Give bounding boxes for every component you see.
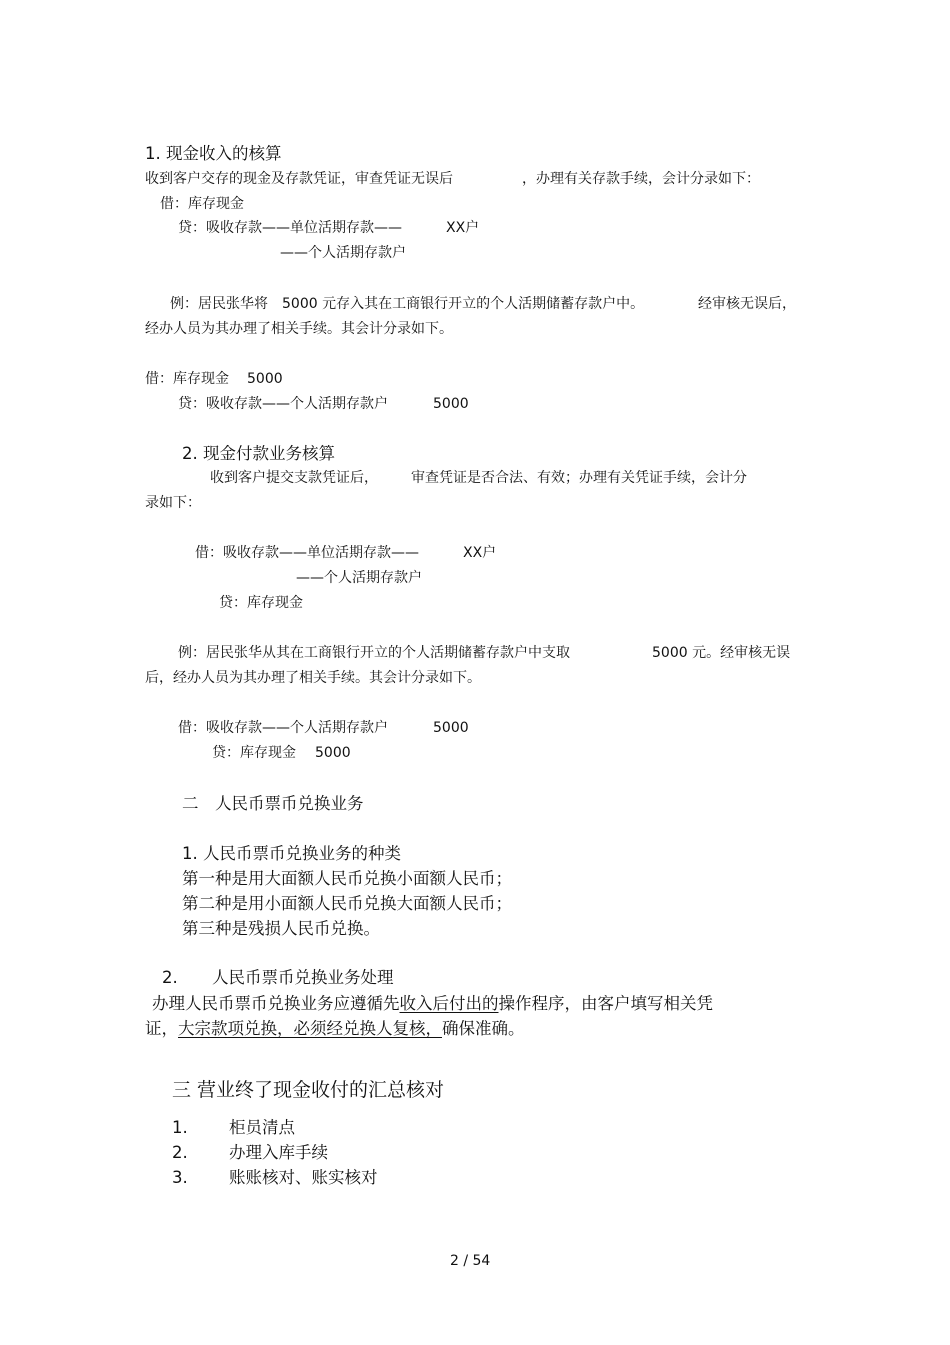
example-text: 例：居民张华从其在工商银行开立的个人活期储蓄存款户中支取 <box>178 645 570 661</box>
section-title-currency-exchange: 二 人民币票币兑换业务 <box>182 794 364 813</box>
journal-debit: 借：吸收存款——单位活期存款—— <box>195 545 419 561</box>
list-item: 第三种是残损人民币兑换。 <box>182 919 380 938</box>
subsection-number: 2. <box>162 968 178 987</box>
list-item: 办理入库手续 <box>229 1143 328 1162</box>
journal-amount: 5000 <box>433 720 469 736</box>
subsection-title: 1. 人民币票币兑换业务的种类 <box>182 844 401 863</box>
list-item: 第二种是用小面额人民币兑换大面额人民币； <box>182 894 512 913</box>
underlined-text: 收入后付出的 <box>399 994 499 1013</box>
paragraph-text: 审查凭证是否合法、有效；办理有关凭证手续，会计分 <box>411 470 747 486</box>
section-title-cash-payment: 2. 现金付款业务核算 <box>182 444 335 463</box>
journal-debit: 借：库存现金 <box>145 371 229 387</box>
paragraph-text: 录如下： <box>145 495 201 511</box>
example-text: 5000 元。经审核无误 <box>652 645 791 661</box>
journal-amount: 5000 <box>247 371 283 387</box>
section-title-cash-receipt: 1. 现金收入的核算 <box>145 144 282 163</box>
paragraph-text: 办理人民币票币兑换业务应遵循先收入后付出的操作程序，由客户填写相关凭 <box>152 994 713 1013</box>
list-item: 柜员清点 <box>229 1118 295 1137</box>
journal-amount: 5000 <box>433 396 469 412</box>
underlined-text: 大宗款项兑换，必须经兑换人复核， <box>178 1019 442 1038</box>
journal-amount: 5000 <box>315 745 351 761</box>
journal-account: XX户 <box>463 545 497 561</box>
list-item: 账账核对、账实核对 <box>229 1168 378 1187</box>
journal-credit-sub: ——个人活期存款户 <box>280 245 406 261</box>
paragraph-text: 收到客户提交支款凭证后， <box>210 470 378 486</box>
paragraph-text: ，办理有关存款手续，会计分录如下： <box>522 171 760 187</box>
example-text: 后，经办人员为其办理了相关手续。其会计分录如下。 <box>145 670 481 686</box>
example-text: 例：居民张华将 <box>170 296 268 312</box>
example-text: 经办人员为其办理了相关手续。其会计分录如下。 <box>145 321 453 337</box>
list-item-number: 3. <box>172 1168 188 1187</box>
example-text: 经审核无误后， <box>698 296 796 312</box>
example-text: 5000 元存入其在工商银行开立的个人活期储蓄存款户中。 <box>282 296 645 312</box>
page-number: 2 / 54 <box>450 1253 491 1269</box>
subsection-title: 人民币票币兑换业务处理 <box>212 968 394 987</box>
journal-debit-sub: ——个人活期存款户 <box>296 570 422 586</box>
journal-credit: 贷：吸收存款——个人活期存款户 <box>178 396 388 412</box>
journal-account: XX户 <box>446 220 480 236</box>
paragraph-text: 收到客户交存的现金及存款凭证，审查凭证无误后 <box>145 171 453 187</box>
journal-debit: 借：库存现金 <box>160 196 244 212</box>
journal-credit: 贷：库存现金 <box>219 595 303 611</box>
journal-credit: 贷：吸收存款——单位活期存款—— <box>178 220 402 236</box>
list-item-number: 1. <box>172 1118 188 1137</box>
journal-credit: 贷：库存现金 <box>212 745 296 761</box>
paragraph-text: 证，大宗款项兑换，必须经兑换人复核，确保准确。 <box>145 1019 525 1038</box>
section-title-daily-reconciliation: 三 营业终了现金收付的汇总核对 <box>172 1079 445 1101</box>
journal-debit: 借：吸收存款——个人活期存款户 <box>178 720 388 736</box>
list-item-number: 2. <box>172 1143 188 1162</box>
list-item: 第一种是用大面额人民币兑换小面额人民币； <box>182 869 512 888</box>
